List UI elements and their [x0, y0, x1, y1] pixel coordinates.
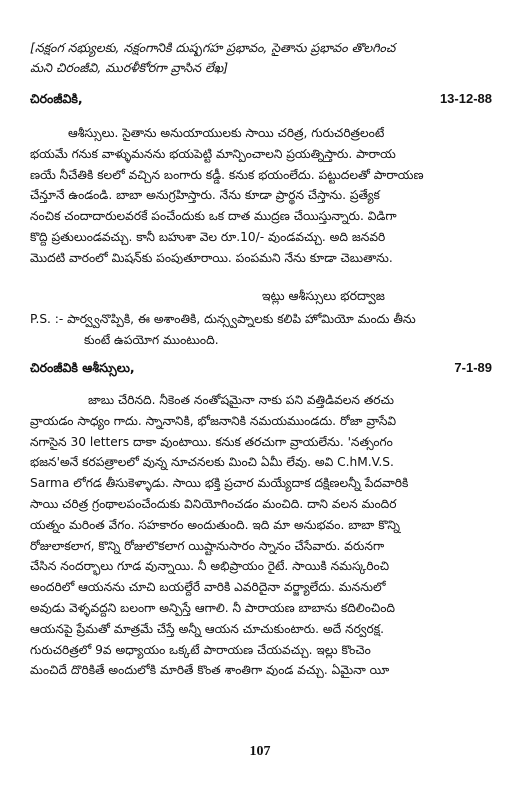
body-line: ఆయనపై ప్రేమతో మాత్రమే చేస్తే అన్నీ ఆయన చూచుకుంటారు. అదే నర్వరక్ష. [30, 621, 384, 636]
body-line: కొద్ది ప్రతులుండవచ్చు. కానీ బహుశా వెల రూ.10/- వుండవచ్చు. అది జనవరి [30, 229, 386, 244]
header-line: [నక్షంగ నభ్యులకు, నక్షంగానికి దుష్పగహ ప్రభావం, సైతాను ప్రభావం తొలగించ [30, 40, 396, 55]
body-line: భయమే గనుక వాళ్ళుమనను భయపెట్టి మాన్పించాలని ప్రయత్నిస్తారు. పారాయ [30, 146, 396, 161]
letter2-date: 7-1-89 [454, 360, 492, 375]
letter1-salutation: చిరంజీవికి, [30, 91, 83, 106]
ps-line: P.S. :- పార్వ్వనొప్పికి, ఈ అశాంతికి, దున్స్వప్నాలకు కలిపి హోమియో మందు తీను [30, 312, 416, 326]
ps-line: కుంటే ఉపయోగ ముంటుంది. [84, 332, 219, 347]
body-line: అందరిలో ఆయనను చూచి బయల్దేరే వారికి ఎవరిదైనా వర్జ్యాలేదు. మననులో [30, 580, 386, 595]
letter1-body [30, 123, 492, 269]
body-line: ణయే నీచేతికి కలలో వచ్చిన బంగారు కడ్డీ. కనుక భయంలేదు. పట్టుదలతో పారాయణ [30, 167, 424, 182]
body-line: నంచిక చందాదారులవరకే పంచేందుకు ఒక దాత ముద్రణ చేయిస్తున్నారు. విడిగా [30, 209, 397, 224]
body-line: ఆశీస్సులు. సైతాను అనుయాయులకు సాయి చరిత్ర, గురుచరిత్రలంటే [68, 126, 385, 140]
body-line: నగాసైన 30 letters దాకా వుంటాయి. కనుక తరచుగా వ్రాయలేను. 'నత్సంగం [30, 434, 393, 449]
letter2-body [30, 390, 492, 681]
body-line: గురుచరిత్రలో 9వ అధ్యాయం ఒక్కటే పారాయణ చేయవచ్చు. ఇల్లు కొంచెం [30, 642, 371, 657]
body-line: అవుడు వెళ్ళవద్దని బలంగా అన్పిస్తే ఆగాలి. నీ పారాయణ బాబాను కదిలించింది [30, 600, 396, 615]
body-line: చేన్తూనే ఉండండి. బాబా అనుగ్రహిస్తారు. నేను కూడా ప్రార్థన చేస్తాను. ప్రత్యేక [30, 188, 380, 203]
letter1-date: 13-12-88 [439, 91, 492, 106]
body-line: సాయి చరిత్ర గ్రంథాలపంచేందుకు వినియోగించడం మంచిది. దాని వలన మందిర [30, 496, 397, 511]
body-line: వ్రాయడం సాధ్యం గాదు. స్నానానికి, భోజనానికి నమయముండదు. రోజా వ్రాసేవి [30, 413, 397, 428]
body-line: మంచిదే దొరికితే అందులోకి మారితే కొంత శాంతిగా వుండ వచ్చు. ఏమైనా యీ [30, 663, 390, 678]
letter1-postscript [30, 309, 492, 351]
letter2-salutation: చిరంజీవికి ఆశీస్సులు, [30, 360, 135, 375]
letter1-signature: ఇట్లు ఆశీస్సులు భరద్వాజ [262, 288, 385, 303]
page-number: 107 [249, 744, 271, 759]
body-line: చేసిన నందర్భాలు గూడ వున్నాయి. నీ అభిప్రాయం రైటే. సాయికి నమస్కరించి [30, 559, 390, 574]
body-line: భజన'అనే కరపత్రాలలో వున్న నూచనలకు మించి ఏమీ లేవు. అవి C.hM.V.S. [30, 455, 394, 470]
letter-header-note [30, 38, 500, 78]
header-line: మని చిరంజీవి, మురళీకోరగా వ్రాసిన లేఖ] [30, 60, 229, 75]
body-line: రోజులాకలాగ, కొన్ని రోజులొకలాగ యిష్టానుసారం స్నానం చేసేవారు. వరునగా [30, 538, 385, 553]
body-line: జాబు చేరినది. నీకెంత నంతోషమైనా నాకు పని వత్తిడివలన తరచు [88, 393, 395, 407]
body-line: యత్నం మరింత వేగం. సహకారం అందుతుంది. ఇది మా అనుభవం. బాబా కొన్ని [30, 517, 401, 532]
body-line: Sarma లోగడ తీసుకెళ్ళాడు. సాయి భక్తి ప్రచార మయ్యేదాక దక్షిణలన్నీ పేదవారికి [30, 476, 409, 491]
body-line: మొదటి వారంలో మిషన్‌కు పంపుతూరాయి. పంపమని నేను కూడా చెబుతాను. [30, 250, 393, 265]
